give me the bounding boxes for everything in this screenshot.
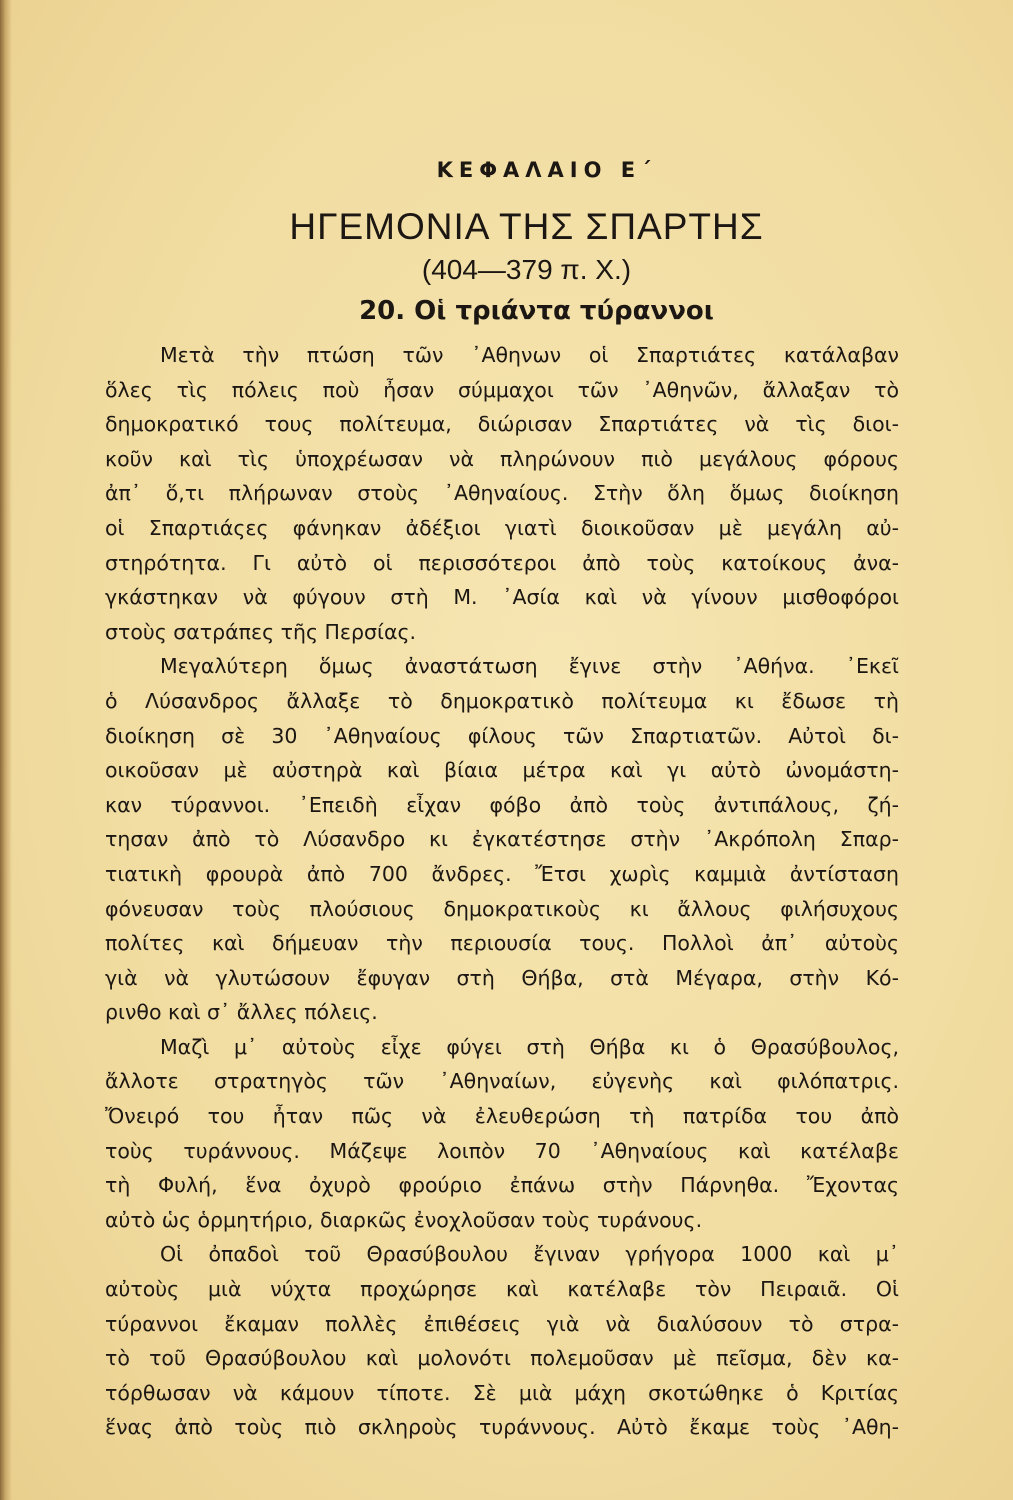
text-line: οἱ Σπαρτιάςες φάνηκαν ἀδέξιοι γιατὶ διοικοῦσαν μὲ μεγάλη αὐ- xyxy=(105,515,899,540)
text-line: τὴ Φυλή, ἕνα ὀχυρὸ φρούριο ἐπάνω στὴν Πάρνηθα. Ἔχοντας xyxy=(105,1173,899,1198)
text-line: ὅλες τὶς πόλεις ποὺ ἦσαν σύμμαχοι τῶν ᾿Αθηνῶν, ἄλλαξαν τὸ xyxy=(105,377,899,402)
text-line: Ὄνειρό του ἦταν πῶς νὰ ἐλευθερώση τὴ πατρίδα του ἀπὸ xyxy=(105,1104,899,1129)
chapter-title: ΗΓΕΜΟΝΙΑ ΤΗΣ ΣΠΑΡΤΗΣ xyxy=(289,206,764,247)
text-line: γιὰ νὰ γλυτώσουν ἔφυγαν στὴ Θήβα, στὰ Μέγαρα, στὴν Κό- xyxy=(105,965,899,990)
text-line: τὸ τοῦ Θρασύβουλου καὶ μολονότι πολεμοῦσαν μὲ πεῖσμα, δὲν κα- xyxy=(105,1346,899,1371)
body-text xyxy=(105,338,899,1445)
text-line: αὐτὸ ὡς ὁρμητήριο, διαρκῶς ἐνοχλοῦσαν τοὺς τυράνους. xyxy=(105,1207,703,1232)
text-line: τοὺς τυράννους. Μάζεψε λοιπὸν 70 ᾿Αθηναίους καὶ κατέλαβε xyxy=(105,1138,899,1163)
text-line: οικοῦσαν μὲ αὐστηρὰ καὶ βίαια μέτρα καὶ γι αὐτὸ ὠνομάστη- xyxy=(105,758,899,783)
text-line: ρινθο καὶ σ᾿ ἄλλες πόλεις. xyxy=(105,1000,378,1025)
text-line: ἀπ᾿ ὅ,τι πλήρωναν στοὺς ᾿Αθηναίους. Στὴν ὅλη ὅμως διοίκηση xyxy=(105,481,899,506)
text-line: διοίκηση σὲ 30 ᾿Αθηναίους φίλους τῶν Σπαρτιατῶν. Αὐτοὶ δι- xyxy=(105,723,899,748)
text-line: στηρότητα. Γι αὐτὸ οἱ περισσότεροι ἀπὸ τοὺς κατοίκους ἀνα- xyxy=(105,550,899,575)
section-heading: 20. Οἱ τριάντα τύραννοι xyxy=(359,296,714,326)
text-line: αὐτοὺς μιὰ νύχτα προχώρησε καὶ κατέλαβε τὸν Πειραιᾶ. Οἱ xyxy=(105,1277,899,1302)
text-line: Οἱ ὀπαδοὶ τοῦ Θρασύβουλου ἔγιναν γρήγορα 1000 καὶ μ᾿ xyxy=(160,1242,899,1267)
paragraph-3 xyxy=(105,1030,899,1238)
text-line: δημοκρατικό τους πολίτευμα, διώρισαν Σπαρτιάτες νὰ τὶς διοι- xyxy=(105,412,899,437)
text-line: καν τύραννοι. ᾿Επειδὴ εἶχαν φόβο ἀπὸ τοὺς ἀντιπάλους, ζή- xyxy=(105,792,899,817)
text-line: ὁ Λύσανδρος ἄλλαξε τὸ δημοκρατικὸ πολίτευμα κι ἔδωσε τὴ xyxy=(105,688,899,713)
text-line: γκάστηκαν νὰ φύγουν στὴ Μ. ᾿Ασία καὶ νὰ γίνουν μισθοφόροι xyxy=(105,585,899,610)
text-line: Μαζὶ μ᾿ αὐτοὺς εἶχε φύγει στὴ Θήβα κι ὁ Θρασύβουλος, xyxy=(160,1034,899,1059)
text-line: κοῦν καὶ τὶς ὑποχρέωσαν νὰ πληρώνουν πιὸ μεγάλους φόρους xyxy=(105,446,899,471)
text-line: τησαν ἀπὸ τὸ Λύσανδρο κι ἐγκατέστησε στὴν ᾿Ακρόπολη Σπαρ- xyxy=(105,827,899,852)
paragraph-2 xyxy=(105,649,899,1030)
text-line: Μετὰ τὴν πτώση τῶν ᾿Αθηνων οἱ Σπαρτιάτες κατάλαβαν xyxy=(160,343,899,367)
text-line: τύραννοι ἔκαμαν πολλὲς ἐπιθέσεις γιὰ νὰ διαλύσουν τὸ στρα- xyxy=(105,1311,899,1336)
chapter-label: ΚΕΦΑΛΑΙΟ Ε΄ xyxy=(436,158,657,182)
chapter-date-range: (404—379 π. Χ.) xyxy=(421,254,632,285)
text-line: πολίτες καὶ δήμευαν τὴν περιουσία τους. Πολλοὶ ἀπ᾿ αὐτοὺς xyxy=(105,931,899,956)
text-line: τόρθωσαν νὰ κάμουν τίποτε. Σὲ μιὰ μάχη σκοτώθηκε ὁ Κριτίας xyxy=(105,1380,899,1405)
paragraph-1 xyxy=(105,338,899,649)
text-line: φόνευσαν τοὺς πλούσιους δημοκρατικοὺς κι ἄλλους φιλήσυχους xyxy=(105,896,899,921)
text-line: τιατικὴ φρουρὰ ἀπὸ 700 ἄνδρες. Ἔτσι χωρὶς καμμιὰ ἀντίσταση xyxy=(105,861,899,886)
text-line: Μεγαλύτερη ὅμως ἀναστάτωση ἔγινε στὴν ᾿Αθήνα. ᾿Εκεῖ xyxy=(160,654,899,679)
text-line: ἕνας ἀπὸ τοὺς πιὸ σκληροὺς τυράννους. Αὐτὸ ἔκαμε τοὺς ᾿Αθη- xyxy=(105,1415,899,1440)
text-line: ἄλλοτε στρατηγὸς τῶν ᾿Αθηναίων, εὐγενὴς καὶ φιλόπατρις. xyxy=(105,1069,899,1094)
text-line: στοὺς σατράπες τῆς Περσίας. xyxy=(105,619,417,644)
paragraph-4 xyxy=(105,1237,899,1445)
